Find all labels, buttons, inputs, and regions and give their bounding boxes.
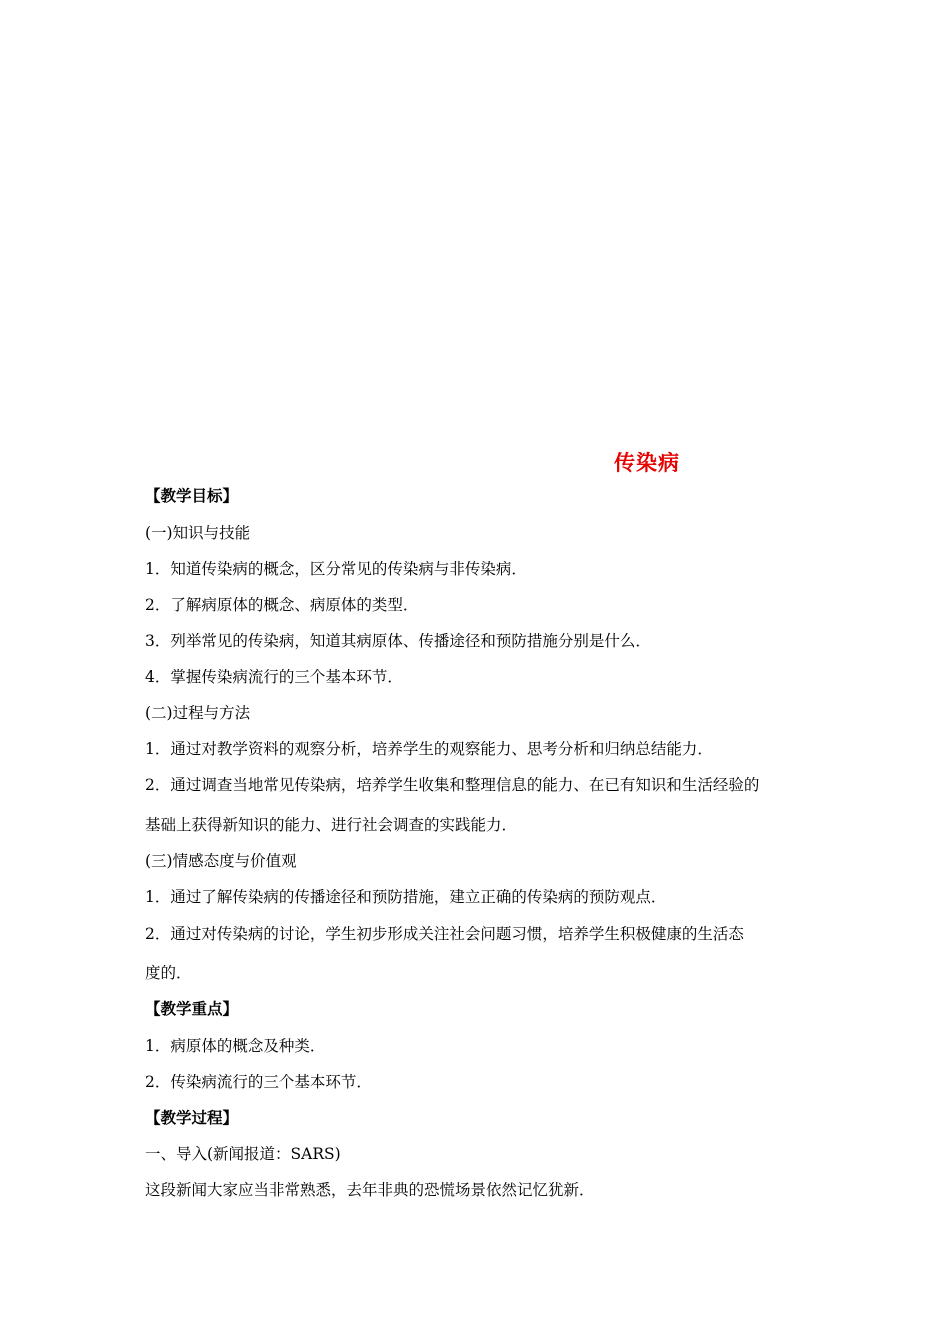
subheading-knowledge-skills: (一)知识与技能 (145, 524, 251, 542)
subheading-attitudes-values: (三)情感态度与价值观 (145, 852, 297, 870)
objective-line-continued: 基础上获得新知识的能力、进行社会调查的实践能力． (145, 816, 518, 834)
objective-line: 1．知道传染病的概念，区分常见的传染病与非传染病． (145, 560, 527, 578)
section-heading-objectives: 【教学目标】 (145, 486, 239, 505)
objective-line: 4．掌握传染病流行的三个基本环节． (145, 668, 403, 686)
process-line: 这段新闻大家应当非常熟悉，去年非典的恐慌场景依然记忆犹新． (145, 1181, 595, 1199)
objective-line: 2．通过对传染病的讨论，学生初步形成关注社会问题习惯，培养学生积极健康的生活态 (145, 925, 744, 943)
objective-line: 2．通过调查当地常见传染病，培养学生收集和整理信息的能力、在已有知识和生活经验的 (145, 776, 760, 794)
objective-line: 1．通过了解传染病的传播途径和预防措施，建立正确的传染病的预防观点． (145, 888, 667, 906)
subheading-process-methods: (二)过程与方法 (145, 704, 251, 722)
key-point-line: 2．传染病流行的三个基本环节． (145, 1073, 372, 1091)
section-heading-process: 【教学过程】 (145, 1108, 239, 1127)
key-point-line: 1．病原体的概念及种类． (145, 1037, 326, 1055)
process-line: 一、导入(新闻报道：SARS) (145, 1145, 341, 1163)
section-heading-key-points: 【教学重点】 (145, 999, 239, 1018)
objective-line: 1．通过对教学资料的观察分析，培养学生的观察能力、思考分析和归纳总结能力． (145, 740, 713, 758)
objective-line-continued: 度的． (145, 964, 192, 982)
objective-line: 2．了解病原体的概念、病原体的类型． (145, 596, 419, 614)
document-title: 传染病 (614, 451, 680, 475)
objective-line: 3．列举常见的传染病，知道其病原体、传播途径和预防措施分别是什么． (145, 632, 651, 650)
